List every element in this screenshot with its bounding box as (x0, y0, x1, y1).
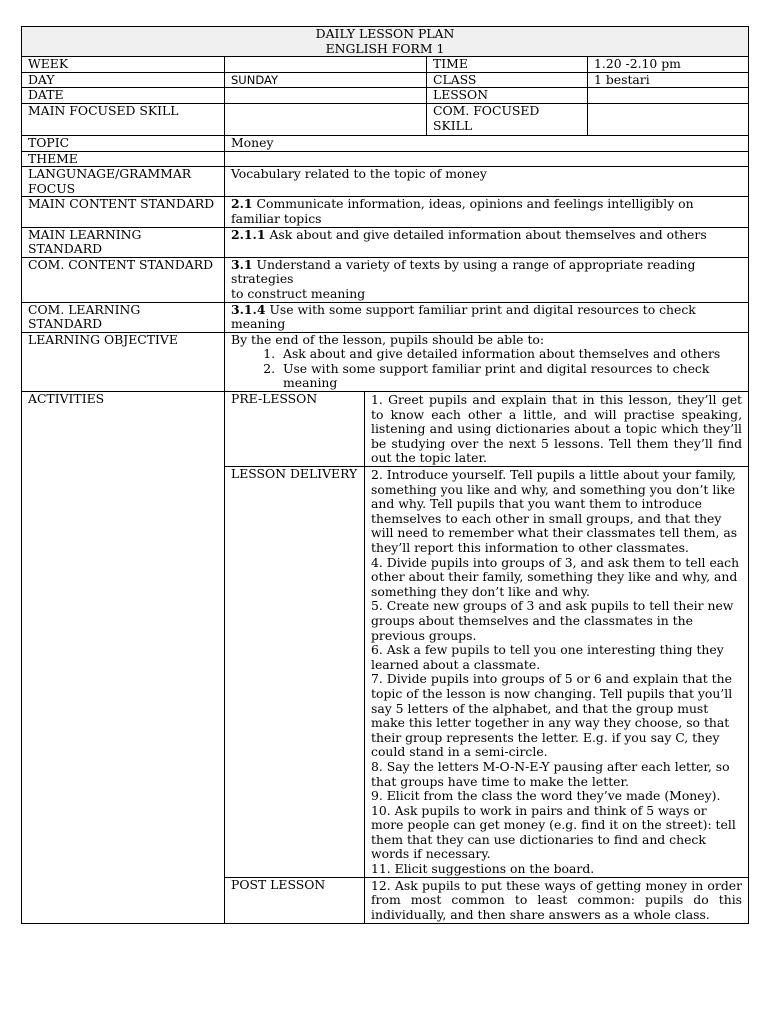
day-value: SUNDAY (225, 72, 427, 88)
time-value: 1.20 -2.10 pm (588, 57, 749, 73)
com-content-standard-row (22, 257, 749, 302)
delivery-step: 6. Ask a few pupils to tell you one interesting thing they learned about a classmate. (371, 642, 724, 672)
date-value (225, 88, 427, 104)
grammar-row (22, 167, 749, 197)
delivery-step: 10. Ask pupils to work in pairs and think of 5 ways or more people can get money (e.g. find it on the street): tell them that they can use dictionaries to find and check words if necessary. (371, 802, 736, 862)
mcs-label: MAIN CONTENT STANDARD (22, 197, 225, 227)
theme-label: THEME (22, 151, 225, 167)
class-label: CLASS (427, 72, 588, 88)
mls-text: Ask about and give detailed information about themselves and others (265, 227, 707, 242)
objective-row (22, 332, 749, 391)
ccs-value (225, 257, 749, 302)
theme-row (22, 151, 749, 167)
delivery-step: 8. Say the letters M-O-N-E-Y pausing after each letter, so that groups have time to make the letter. (371, 758, 730, 789)
title-line-2: ENGLISH FORM 1 (325, 40, 445, 56)
date-row (22, 88, 749, 104)
topic-row (22, 135, 749, 151)
day-row (22, 72, 749, 88)
ccs-text-2: to construct meaning (231, 285, 366, 301)
mcs-code: 2.1 (231, 196, 253, 212)
plan-title (22, 27, 749, 57)
time-label: TIME (427, 57, 588, 73)
ccs-label: COM. CONTENT STANDARD (22, 257, 225, 302)
delivery-step: 5. Create new groups of 3 and ask pupils to tell their new groups about themselves and the classmates in the previous groups. (371, 598, 734, 643)
delivery-label: LESSON DELIVERY (225, 467, 365, 878)
ccs-text: Understand a variety of texts by using a range of appropriate reading strategies (231, 257, 696, 287)
objective-item: 2. Use with some support familiar print and digital resources to check meaning (279, 362, 742, 391)
main-learning-standard-row (22, 227, 749, 257)
date-label: DATE (22, 88, 225, 104)
com-skill-value (588, 103, 749, 135)
theme-value (225, 151, 749, 167)
delivery-text (365, 467, 749, 878)
ccs-code: 3.1 (231, 257, 253, 272)
objective-list (231, 347, 742, 391)
header-row (22, 27, 749, 57)
objective-value (225, 332, 749, 391)
week-label: WEEK (22, 57, 225, 73)
main-skill-label: MAIN FOCUSED SKILL (22, 103, 225, 135)
main-skill-value (225, 103, 427, 135)
objective-item: 1. Ask about and give detailed information about themselves and others (279, 347, 742, 362)
mcs-value (225, 197, 749, 227)
lesson-value (588, 88, 749, 104)
delivery-step: 11. Elicit suggestions on the board. (371, 861, 595, 877)
activity-pre-row (22, 392, 749, 467)
topic-label: TOPIC (22, 135, 225, 151)
class-value: 1 bestari (588, 72, 749, 88)
delivery-step: 4. Divide pupils into groups of 3, and ask them to tell each other about their family, something they like and why, and something they don’t like and why. (371, 554, 740, 599)
week-row (22, 57, 749, 73)
skill-row (22, 103, 749, 135)
cls-value (225, 302, 749, 332)
grammar-value: Vocabulary related to the topic of money (225, 167, 749, 197)
post-lesson-label: POST LESSON (225, 877, 365, 923)
mls-value (225, 227, 749, 257)
day-label: DAY (22, 72, 225, 88)
post-lesson-text: 12. Ask pupils to put these ways of getting money in order from most common to least common: pupils do this individually, and then share answers as a whole class. (371, 878, 743, 922)
activities-label: ACTIVITIES (22, 392, 225, 924)
delivery-step: 9. Elicit from the class the word they’ve made (Money). (371, 788, 721, 804)
week-value (225, 57, 427, 73)
title-line-1: DAILY LESSON PLAN (315, 26, 455, 41)
cls-label: COM. LEARNING STANDARD (22, 302, 225, 332)
delivery-step: 2. Introduce yourself. Tell pupils a little about your family, something you like and why, and something you don’t like and why. Tell pupils that you want them to introduce themselves to each other in small groups, and that they will need to remember what their classmates tell them, as they’ll report this information to other classmates. (371, 467, 738, 555)
com-learning-standard-row (22, 302, 749, 332)
topic-value: Money (225, 135, 749, 151)
lesson-plan-table (21, 26, 749, 924)
mcs-text: Communicate information, ideas, opinions and feelings intelligibly on familiar topics (231, 196, 694, 226)
objective-label: LEARNING OBJECTIVE (22, 332, 225, 391)
mls-code: 2.1.1 (231, 227, 266, 242)
cls-code: 3.1.4 (231, 302, 266, 317)
pre-lesson-text: 1. Greet pupils and explain that in this lesson, they’ll get to know each other a little, and will practise speaking, listening and using dictionaries about a topic which they’ll be studying over the next 5 lessons. Tell them they’ll find out the topic later. (365, 392, 749, 467)
objective-intro: By the end of the lesson, pupils should be able to: (231, 332, 545, 347)
lesson-label: LESSON (427, 88, 588, 104)
grammar-label: LANGUNAGE/GRAMMAR FOCUS (22, 167, 225, 197)
pre-lesson-label: PRE-LESSON (225, 392, 365, 467)
main-content-standard-row (22, 197, 749, 227)
com-skill-label: COM. FOCUSED SKILL (427, 103, 588, 135)
mls-label: MAIN LEARNING STANDARD (22, 227, 225, 257)
post-lesson-cell (365, 877, 749, 923)
cls-text: Use with some support familiar print and digital resources to check meaning (231, 302, 696, 332)
delivery-step: 7. Divide pupils into groups of 5 or 6 and explain that the topic of the lesson is now changing. Tell pupils that you’ll say 5 letters of the alphabet, and that the group must make this letter together in any way they choose, so that their group represents the letter. E.g. if you say C, they could stand in a semi-circle. (371, 671, 733, 760)
